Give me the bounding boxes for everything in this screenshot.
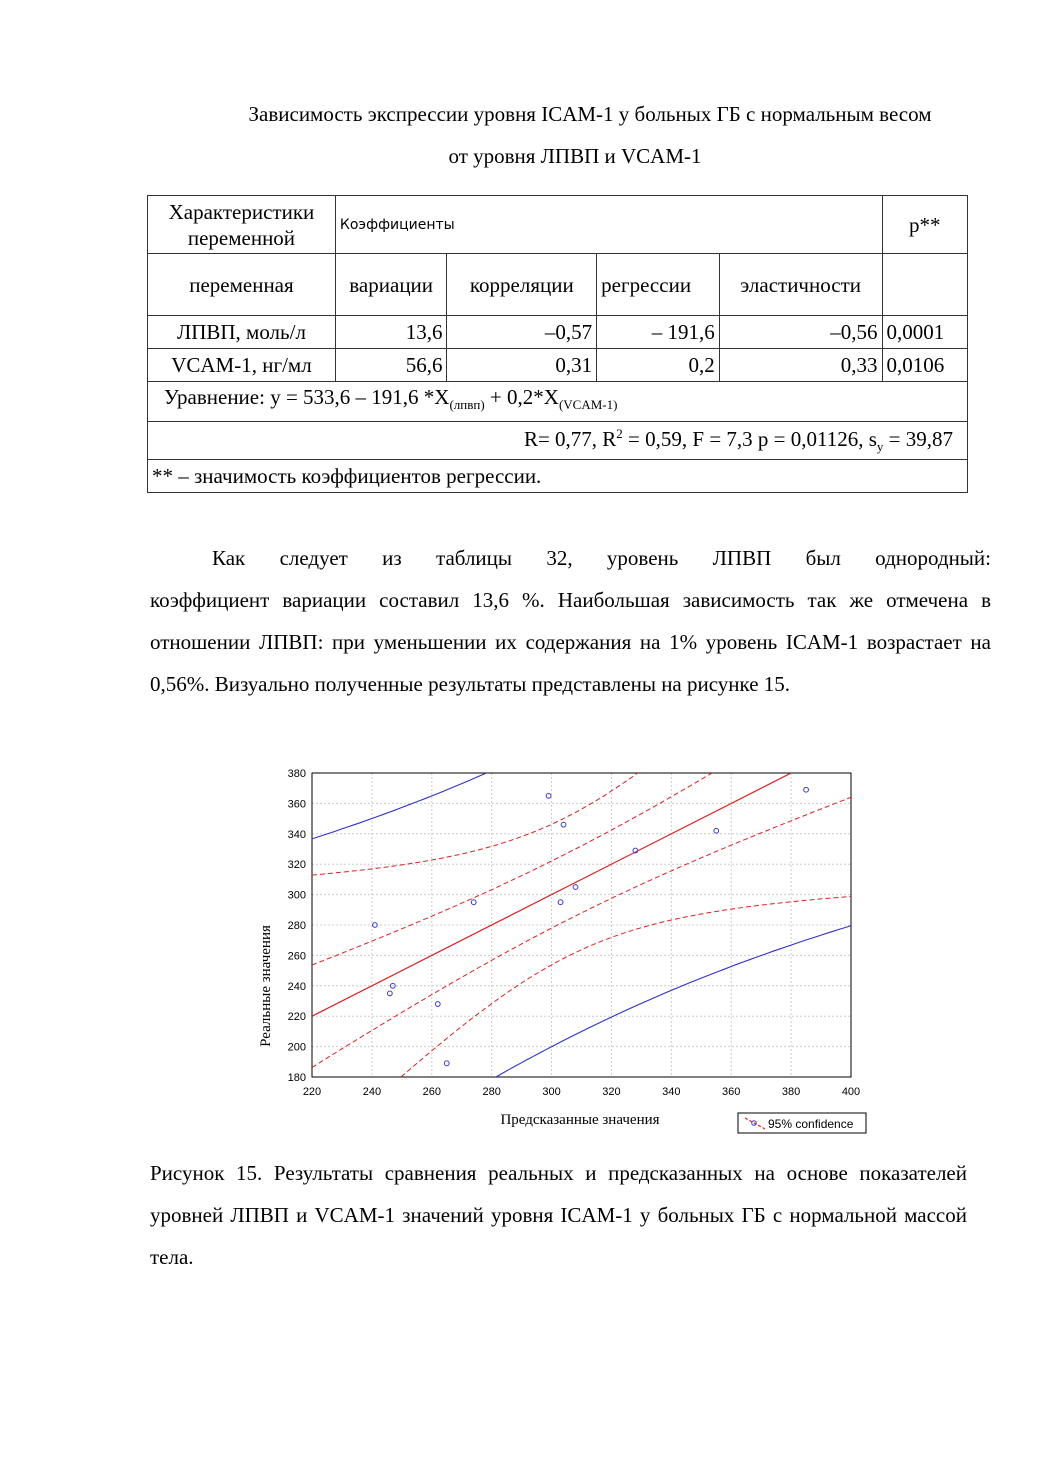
data-point (435, 1002, 440, 1007)
paragraph-rest: коэффициент вариации составил 13,6 %. Наибольшая зависимость так же отмечена в отношении ЛПВП: при уменьшении их содержания на 1% уровень ICAM-1 возрастает на 0,56%. Визуально полученные результаты представлены на рисунке 15. (150, 588, 991, 696)
table-title-line2: от уровня ЛПВП и VCAM-1 (448, 144, 702, 168)
data-point (471, 900, 476, 905)
y-tick-label: 200 (287, 1041, 306, 1054)
equation-sub2: (VCAM-1) (558, 397, 618, 413)
row2-regression: 0,2 (597, 349, 720, 382)
chart-points (372, 787, 808, 1065)
y-tick-label: 260 (287, 950, 306, 963)
data-point (561, 822, 566, 827)
x-tick-label: 280 (482, 1086, 501, 1098)
y-tick-label: 340 (287, 828, 306, 841)
col-variable: переменная (148, 254, 336, 316)
stats-sub: y (876, 439, 884, 455)
header-coefficients: Коэффициенты (335, 196, 882, 254)
row1-p: 0,0001 (882, 316, 967, 349)
regression-line (312, 760, 851, 1016)
row1-variation: 13,6 (335, 316, 447, 349)
figure-15-chart (250, 760, 880, 1145)
equation-sub1: (лпвп) (449, 397, 485, 413)
x-tick-label: 220 (302, 1086, 322, 1098)
x-tick-label: 300 (542, 1086, 561, 1098)
prediction-band-upper (312, 760, 851, 839)
equation-prefix: Уравнение: y = 533,6 – 191,6 *X (164, 385, 450, 410)
row2-elasticity: 0,33 (719, 349, 882, 382)
y-tick-label: 360 (287, 798, 306, 811)
confidence-band-upper (312, 760, 851, 965)
data-point (546, 793, 551, 798)
row2-p: 0,0106 (882, 349, 967, 382)
x-tick-label: 360 (722, 1086, 741, 1098)
confidence-band-lower (312, 797, 851, 1067)
confidence-band-outer-upper (312, 760, 851, 875)
y-tick-label: 300 (287, 889, 306, 902)
y-tick-label: 280 (287, 920, 306, 932)
data-point (804, 787, 809, 792)
header-p: p** (882, 196, 967, 254)
stats-cell (148, 422, 968, 460)
paragraph-line1: Как следует из таблицы 32, уровень ЛПВП был однородный: (212, 546, 991, 570)
equation-cell (148, 382, 968, 422)
y-tick-label: 320 (287, 859, 306, 872)
y-tick-label: 180 (287, 1072, 306, 1084)
x-tick-label: 320 (602, 1086, 621, 1098)
row1-variable: ЛПВП, моль/л (148, 316, 336, 349)
chart-legend (738, 1113, 866, 1133)
confidence-band-outer-lower (312, 896, 851, 1145)
col-correlation: корреляции (447, 254, 597, 316)
x-tick-label: 240 (362, 1086, 382, 1098)
col-variation: вариации (335, 254, 447, 316)
figure-caption: Рисунок 15. Результаты сравнения реальных и предсказанных на основе показателей уровней ЛПВП и VCAM-1 значений уровня ICAM-1 у больных ГБ с нормальной массой тела. (150, 1161, 967, 1269)
legend-label: 95% confidence (768, 1117, 854, 1131)
y-tick-label: 380 (287, 768, 306, 780)
chart-curves (312, 760, 851, 1145)
stats-sup: 2 (616, 426, 623, 441)
stats-part1: R= 0,77, R (523, 427, 617, 451)
row2-correlation: 0,31 (447, 349, 597, 382)
table-title (150, 93, 1000, 177)
equation-mid: + 0,2*X (484, 385, 559, 410)
body-paragraph (150, 537, 991, 705)
row1-regression: – 191,6 (597, 316, 720, 349)
data-point (573, 885, 578, 890)
data-point (444, 1061, 449, 1066)
col-p-empty (882, 254, 967, 316)
table-title-line1: Зависимость экспрессии уровня ICAM-1 у больных ГБ с нормальным весом (248, 102, 932, 126)
x-axis-label: Предсказанные значения (500, 1112, 660, 1128)
y-tick-label: 240 (287, 980, 306, 993)
col-regression: регрессии (597, 254, 720, 316)
y-axis-label: Реальные значения (258, 925, 274, 1047)
row1-correlation: –0,57 (447, 316, 597, 349)
table-row (148, 349, 968, 382)
data-point (714, 828, 719, 833)
row1-elasticity: –0,56 (719, 316, 882, 349)
footnote: ** – значимость коэффициентов регрессии. (148, 460, 968, 493)
col-elasticity: эластичности (719, 254, 882, 316)
x-tick-label: 380 (781, 1086, 801, 1098)
row2-variable: VCAM-1, нг/мл (148, 349, 336, 382)
x-tick-label: 260 (422, 1086, 441, 1098)
row2-variation: 56,6 (335, 349, 447, 382)
stats-part2: = 0,59, F = 7,3 p = 0,01126, s (622, 427, 877, 451)
x-tick-label: 340 (662, 1086, 681, 1098)
table-row (148, 316, 968, 349)
regression-table (147, 195, 968, 493)
y-tick-label: 220 (287, 1011, 306, 1024)
header-characteristics: Характеристики переменной (148, 196, 336, 254)
x-tick-label: 400 (841, 1086, 861, 1098)
data-point (558, 900, 563, 905)
stats-part3: = 39,87 (883, 427, 953, 451)
data-point (387, 991, 392, 996)
